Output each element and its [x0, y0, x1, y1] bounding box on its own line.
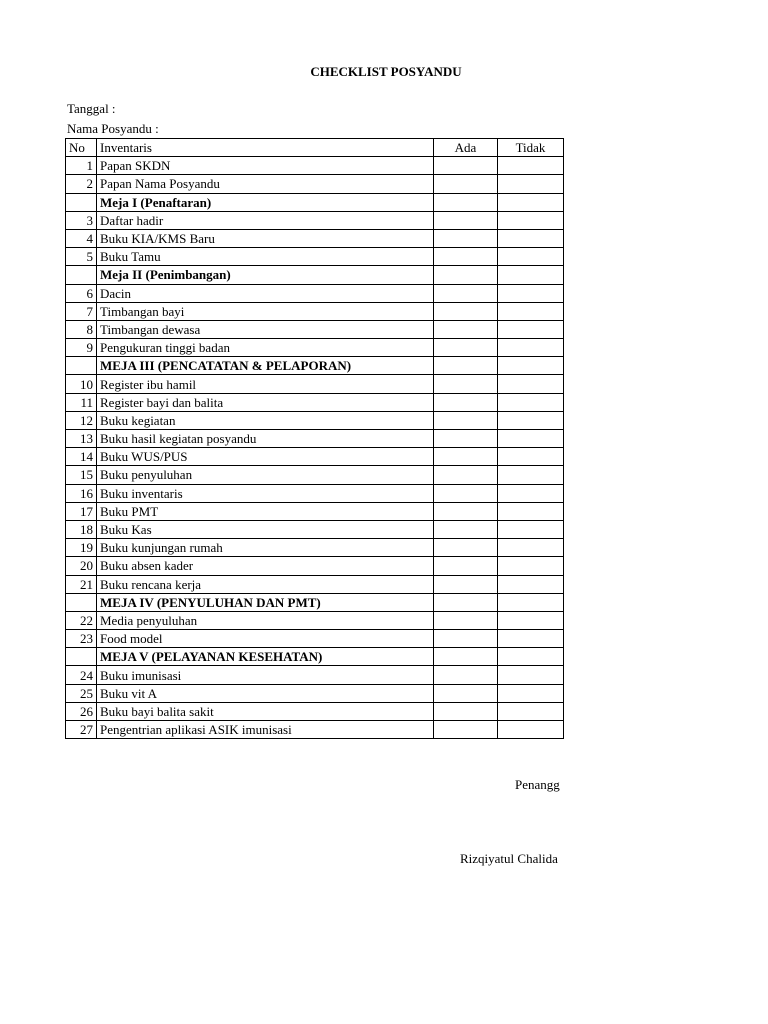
row-number: 3 [66, 211, 97, 229]
table-row [66, 339, 564, 357]
ada-cell[interactable] [434, 648, 498, 666]
row-number: 4 [66, 229, 97, 247]
tidak-cell[interactable] [498, 557, 564, 575]
ada-cell[interactable] [434, 229, 498, 247]
table-row [66, 520, 564, 538]
tidak-cell[interactable] [498, 702, 564, 720]
table-body [66, 157, 564, 739]
section-row [66, 593, 564, 611]
ada-cell[interactable] [434, 466, 498, 484]
tidak-cell[interactable] [498, 375, 564, 393]
row-number: 7 [66, 302, 97, 320]
inventory-item: Buku vit A [97, 684, 434, 702]
tidak-cell[interactable] [498, 393, 564, 411]
ada-cell[interactable] [434, 266, 498, 284]
tidak-cell[interactable] [498, 539, 564, 557]
tidak-cell[interactable] [498, 320, 564, 338]
row-number: 9 [66, 339, 97, 357]
ada-cell[interactable] [434, 666, 498, 684]
table-row [66, 320, 564, 338]
table-row [66, 284, 564, 302]
document-title: CHECKLIST POSYANDU [310, 64, 462, 79]
row-number: 21 [66, 575, 97, 593]
ada-cell[interactable] [434, 484, 498, 502]
tidak-cell[interactable] [498, 157, 564, 175]
row-number: 25 [66, 684, 97, 702]
tidak-cell[interactable] [498, 284, 564, 302]
row-number: 18 [66, 520, 97, 538]
table-row [66, 575, 564, 593]
row-number [66, 648, 97, 666]
inventory-item: Buku rencana kerja [97, 575, 434, 593]
tidak-cell[interactable] [498, 448, 564, 466]
table-row [66, 248, 564, 266]
row-number [66, 357, 97, 375]
tidak-cell[interactable] [498, 430, 564, 448]
table-row [66, 539, 564, 557]
inventory-item: Buku bayi balita sakit [97, 702, 434, 720]
header-no: No [66, 139, 97, 157]
table-row [66, 466, 564, 484]
row-number: 11 [66, 393, 97, 411]
tidak-cell[interactable] [498, 666, 564, 684]
ada-cell[interactable] [434, 393, 498, 411]
inventory-item: Buku imunisasi [97, 666, 434, 684]
tidak-cell[interactable] [498, 721, 564, 739]
inventory-item: Papan Nama Posyandu [97, 175, 434, 193]
inventory-item: Dacin [97, 284, 434, 302]
table-row [66, 484, 564, 502]
ada-cell[interactable] [434, 248, 498, 266]
tidak-cell[interactable] [498, 175, 564, 193]
table-row [66, 684, 564, 702]
table-row [66, 375, 564, 393]
tidak-cell[interactable] [498, 229, 564, 247]
tidak-cell[interactable] [498, 484, 564, 502]
ada-cell[interactable] [434, 193, 498, 211]
row-number: 14 [66, 448, 97, 466]
row-number: 24 [66, 666, 97, 684]
ada-cell[interactable] [434, 575, 498, 593]
ada-cell[interactable] [434, 611, 498, 629]
nama-posyandu-label: Nama Posyandu : [67, 121, 159, 136]
table-row [66, 175, 564, 193]
row-number: 17 [66, 502, 97, 520]
inventory-item: Daftar hadir [97, 211, 434, 229]
row-number: 6 [66, 284, 97, 302]
table-row [66, 666, 564, 684]
table-row [66, 302, 564, 320]
inventory-item: Buku KIA/KMS Baru [97, 229, 434, 247]
tidak-cell[interactable] [498, 411, 564, 429]
inventory-item: Food model [97, 630, 434, 648]
tidak-cell[interactable] [498, 357, 564, 375]
ada-cell[interactable] [434, 684, 498, 702]
table-row [66, 430, 564, 448]
inventory-item: Buku PMT [97, 502, 434, 520]
ada-cell[interactable] [434, 339, 498, 357]
header-tidak: Tidak [498, 139, 564, 157]
inventory-item: Timbangan dewasa [97, 320, 434, 338]
ada-cell[interactable] [434, 539, 498, 557]
ada-cell[interactable] [434, 557, 498, 575]
row-number: 26 [66, 702, 97, 720]
ada-cell[interactable] [434, 375, 498, 393]
row-number: 13 [66, 430, 97, 448]
row-number: 16 [66, 484, 97, 502]
row-number [66, 266, 97, 284]
tidak-cell[interactable] [498, 211, 564, 229]
signature-role: Penangg [515, 777, 560, 792]
tidak-cell[interactable] [498, 193, 564, 211]
section-row [66, 266, 564, 284]
row-number: 2 [66, 175, 97, 193]
header-ada: Ada [434, 139, 498, 157]
row-number: 20 [66, 557, 97, 575]
inventory-item: Timbangan bayi [97, 302, 434, 320]
row-number: 22 [66, 611, 97, 629]
ada-cell[interactable] [434, 448, 498, 466]
row-number: 8 [66, 320, 97, 338]
inventory-item: Buku inventaris [97, 484, 434, 502]
section-heading: Meja I (Penaftaran) [97, 193, 434, 211]
table-row [66, 448, 564, 466]
ada-cell[interactable] [434, 211, 498, 229]
section-row [66, 648, 564, 666]
row-number: 23 [66, 630, 97, 648]
inventory-item: Buku Kas [97, 520, 434, 538]
tidak-cell[interactable] [498, 248, 564, 266]
ada-cell[interactable] [434, 320, 498, 338]
inventory-item: Register bayi dan balita [97, 393, 434, 411]
inventory-item: Papan SKDN [97, 157, 434, 175]
row-number [66, 193, 97, 211]
inventory-item: Buku penyuluhan [97, 466, 434, 484]
tidak-cell[interactable] [498, 502, 564, 520]
table-row [66, 611, 564, 629]
row-number: 10 [66, 375, 97, 393]
tidak-cell[interactable] [498, 593, 564, 611]
tidak-cell[interactable] [498, 648, 564, 666]
inventory-item: Media penyuluhan [97, 611, 434, 629]
ada-cell[interactable] [434, 502, 498, 520]
inventory-item: Pengukuran tinggi badan [97, 339, 434, 357]
ada-cell[interactable] [434, 284, 498, 302]
section-heading: Meja II (Penimbangan) [97, 266, 434, 284]
row-number: 15 [66, 466, 97, 484]
section-heading: MEJA III (PENCATATAN & PELAPORAN) [97, 357, 434, 375]
header-inventaris: Inventaris [97, 139, 434, 157]
signature-name: Rizqiyatul Chalida [460, 851, 558, 866]
table-row [66, 229, 564, 247]
tidak-cell[interactable] [498, 684, 564, 702]
section-heading: MEJA IV (PENYULUHAN DAN PMT) [97, 593, 434, 611]
table-row [66, 721, 564, 739]
table-row [66, 411, 564, 429]
inventory-item: Buku kunjungan rumah [97, 539, 434, 557]
row-number: 19 [66, 539, 97, 557]
inventory-item: Buku Tamu [97, 248, 434, 266]
inventory-item: Buku WUS/PUS [97, 448, 434, 466]
ada-cell[interactable] [434, 302, 498, 320]
table-row [66, 702, 564, 720]
row-number: 5 [66, 248, 97, 266]
table-row [66, 393, 564, 411]
ada-cell[interactable] [434, 593, 498, 611]
tidak-cell[interactable] [498, 611, 564, 629]
section-heading: MEJA V (PELAYANAN KESEHATAN) [97, 648, 434, 666]
table-header-row [66, 139, 564, 157]
tidak-cell[interactable] [498, 630, 564, 648]
inventory-item: Buku kegiatan [97, 411, 434, 429]
row-number: 27 [66, 721, 97, 739]
row-number: 12 [66, 411, 97, 429]
inventory-item: Pengentrian aplikasi ASIK imunisasi [97, 721, 434, 739]
inventory-item: Buku hasil kegiatan posyandu [97, 430, 434, 448]
tidak-cell[interactable] [498, 266, 564, 284]
ada-cell[interactable] [434, 430, 498, 448]
inventory-checklist-table [65, 138, 564, 739]
tidak-cell[interactable] [498, 339, 564, 357]
ada-cell[interactable] [434, 702, 498, 720]
tidak-cell[interactable] [498, 520, 564, 538]
section-row [66, 357, 564, 375]
ada-cell[interactable] [434, 630, 498, 648]
section-row [66, 193, 564, 211]
ada-cell[interactable] [434, 520, 498, 538]
ada-cell[interactable] [434, 175, 498, 193]
tidak-cell[interactable] [498, 466, 564, 484]
tidak-cell[interactable] [498, 302, 564, 320]
inventory-item: Buku absen kader [97, 557, 434, 575]
ada-cell[interactable] [434, 721, 498, 739]
row-number [66, 593, 97, 611]
table-row [66, 630, 564, 648]
ada-cell[interactable] [434, 411, 498, 429]
inventory-item: Register ibu hamil [97, 375, 434, 393]
row-number: 1 [66, 157, 97, 175]
table-row [66, 157, 564, 175]
ada-cell[interactable] [434, 157, 498, 175]
tanggal-label: Tanggal : [67, 101, 116, 116]
table-row [66, 211, 564, 229]
ada-cell[interactable] [434, 357, 498, 375]
table-row [66, 557, 564, 575]
table-row [66, 502, 564, 520]
tidak-cell[interactable] [498, 575, 564, 593]
